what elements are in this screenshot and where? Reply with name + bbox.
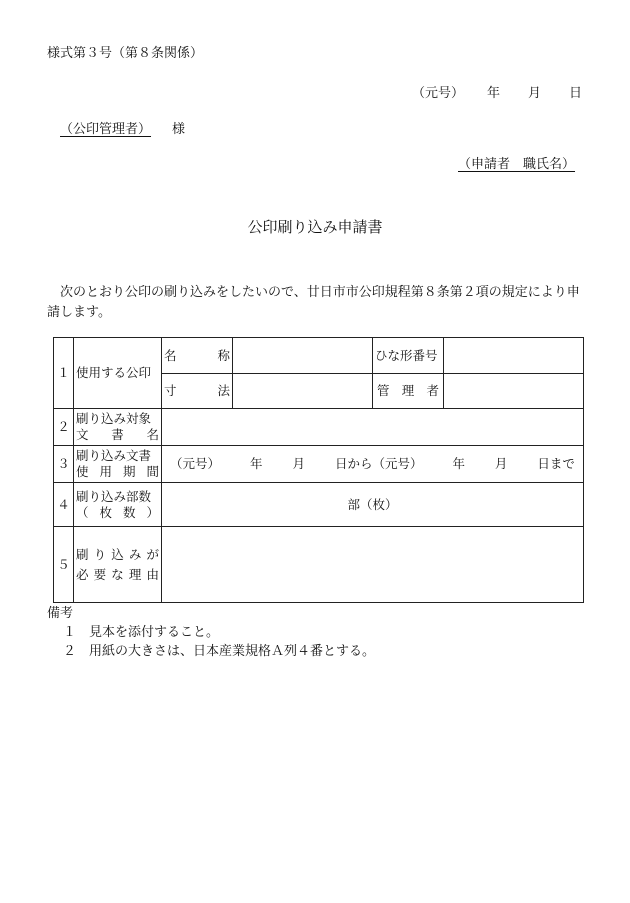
note-item: １ 見本を添付すること。 (63, 625, 220, 640)
template-number-field[interactable] (444, 338, 584, 374)
notes-heading: 備考 (47, 606, 74, 621)
row-number: ４ (54, 483, 74, 527)
seal-size-label: 寸 法 (162, 374, 233, 409)
seal-size-field[interactable] (233, 374, 373, 409)
row-number: ５ (54, 527, 74, 603)
row-number: １ (54, 338, 74, 409)
target-document-field[interactable] (162, 409, 584, 446)
copies-field[interactable]: 部（枚） (162, 483, 584, 527)
usage-period-label: 刷り込み文書 使 用 期 間 (74, 446, 162, 483)
document-title: 公印刷り込み申請書 (247, 218, 383, 236)
intro-paragraph: 次のとおり公印の刷り込みをしたいので、廿日市市公印規程第８条第２項の規定により申請します。 (47, 285, 580, 320)
seal-name-label: 名 称 (162, 338, 233, 374)
seal-name-field[interactable] (233, 338, 373, 374)
manager-field[interactable] (444, 374, 584, 409)
target-document-label: 刷り込み対象 文 書 名 (74, 409, 162, 446)
date-month: 月 (528, 86, 542, 101)
usage-period-field[interactable]: （元号） 年 月 日から（元号） 年 月 日まで (162, 446, 584, 483)
addressee-name: （公印管理者） (60, 122, 152, 137)
form-number: 様式第３号（第８条関係） (47, 46, 204, 61)
date-day: 日 (569, 86, 583, 101)
date-era: （元号） (412, 86, 465, 101)
reason-field[interactable] (162, 527, 584, 603)
note-item: ２ 用紙の大きさは、日本産業規格Ａ列４番とする。 (63, 644, 376, 659)
copies-label: 刷り込み部数 （ 枚 数 ） (74, 483, 162, 527)
application-table (53, 337, 584, 603)
manager-label: 管 理 者 (373, 374, 444, 409)
addressee-suffix: 様 (172, 122, 186, 137)
template-number-label: ひな形番号 (373, 338, 444, 374)
date-year: 年 (487, 86, 501, 101)
applicant-name: （申請者 職氏名） (458, 157, 576, 172)
row-number: ３ (54, 446, 74, 483)
seal-label: 使用する公印 (74, 338, 162, 409)
row-number: ２ (54, 409, 74, 446)
reason-label: 刷 り 込 み が 必 要 な 理 由 (74, 527, 162, 603)
notes-section (47, 604, 375, 661)
